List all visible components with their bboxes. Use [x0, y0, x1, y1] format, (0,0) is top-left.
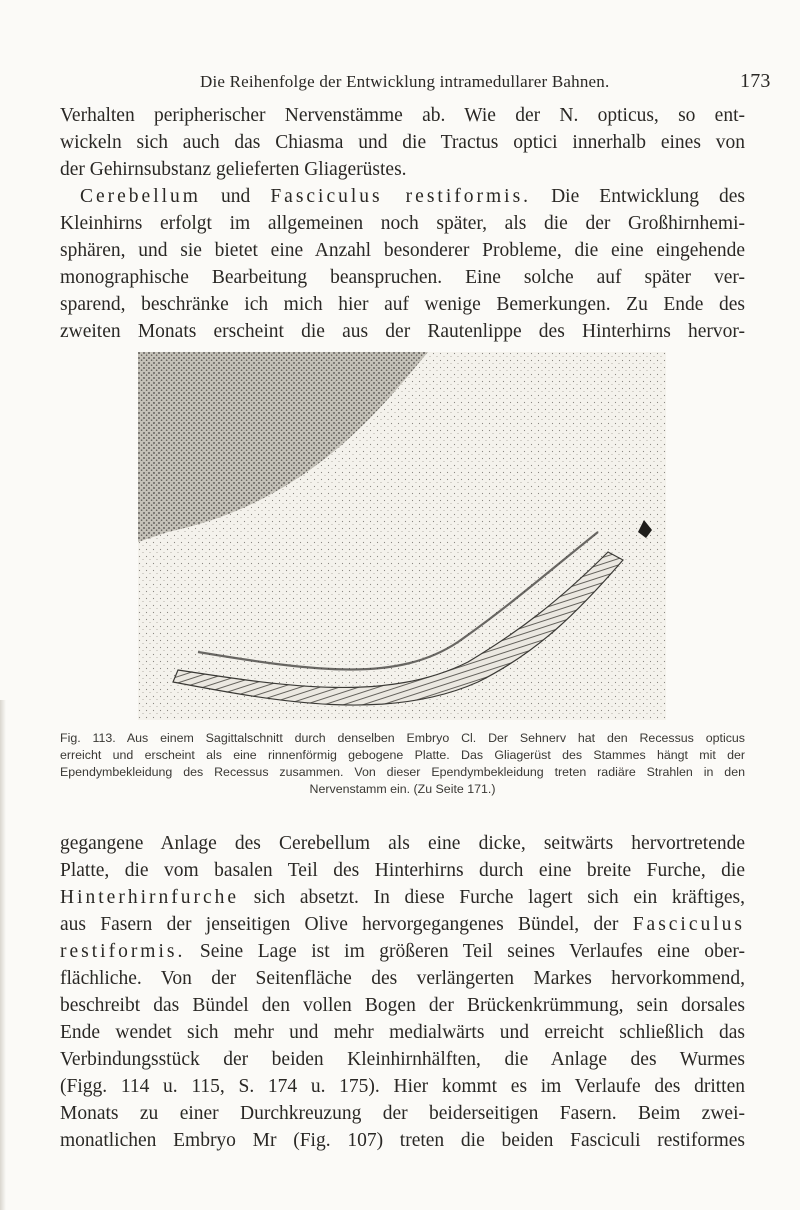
term-fasciculus: Fasciculus — [632, 914, 746, 935]
figure-113-micrograph — [138, 352, 666, 720]
heading-line-rest: Die Entwicklung des — [551, 186, 745, 207]
text-line: flächliche. Von der Seitenfläche des verlängerten Markes hervorkommend, — [60, 968, 745, 989]
text-line: monographische Bearbeitung beanspruchen. Eine solche auf später ver- — [60, 267, 745, 288]
caption-line: Nervenstamm ein. (Zu Seite 171.) — [309, 782, 496, 796]
text-segment: sich absetzt. In diese Furche lagert sich ein kräftiges, — [253, 887, 746, 908]
section-heading-line — [60, 183, 745, 210]
text-line: sparend, beschränke ich mich hier auf wenige Bemerkungen. Zu Ende des — [60, 294, 745, 315]
text-line: Kleinhirns erfolgt im allgemeinen noch später, als die der Großhirnhemi- — [60, 213, 745, 234]
text-line-with-term — [60, 938, 745, 965]
text-line: Monats zu einer Durchkreuzung der beiderseitigen Fasern. Beim zwei- — [60, 1103, 745, 1124]
caption-line: Fig. 113. Aus einem Sagittalschnitt durch denselben Embryo Cl. Der Sehnerv hat den Recessus opticus — [60, 731, 745, 745]
paragraph-1 — [60, 102, 745, 345]
term-restiformis: restiformis. — [60, 941, 186, 962]
text-line: Verhalten peripherischer Nervenstämme ab. Wie der N. opticus, so ent- — [60, 105, 745, 126]
text-line: zweiten Monats erscheint die aus der Rautenlippe des Hinterhirns hervor- — [60, 321, 745, 342]
heading-fasciculus: Fasciculus restiformis. — [270, 186, 532, 207]
text-line: der Gehirnsubstanz gelieferten Gliagerüstes. — [60, 159, 407, 180]
heading-cerebellum: Cerebellum — [80, 186, 201, 207]
running-head — [200, 70, 800, 94]
heading-und: und — [221, 186, 251, 207]
page-number: 173 — [740, 70, 771, 92]
text-segment: aus Fasern der jenseitigen Olive hervorgegangenes Bündel, der — [60, 914, 619, 935]
figure-caption — [60, 730, 745, 798]
text-line: Verbindungsstück der beiden Kleinhirnhälften, die Anlage des Wurmes — [60, 1049, 745, 1070]
term-hinterhirnfurche: Hinterhirnfurche — [60, 887, 240, 908]
text-line-with-term — [60, 884, 745, 911]
text-line: beschreibt das Bündel den vollen Bogen der Brückenkrümmung, sein dorsales — [60, 995, 745, 1016]
text-line: sphären, und sie bietet eine Anzahl besonderer Probleme, die eine eingehende — [60, 240, 745, 261]
text-line: wickeln sich auch das Chiasma und die Tractus optici innerhalb eines von — [60, 132, 745, 153]
text-line-with-term — [60, 911, 745, 938]
text-line: (Figg. 114 u. 115, S. 174 u. 175). Hier kommt es im Verlaufe des dritten — [60, 1076, 745, 1097]
paragraph-2 — [60, 830, 745, 1154]
caption-line: Ependymbekleidung des Recessus zusammen. Von dieser Ependymbekleidung treten radiäre Strahlen in den — [60, 765, 745, 779]
page-edge-shadow — [0, 700, 6, 1210]
text-line: gegangene Anlage des Cerebellum als eine dicke, seitwärts hervortretende — [60, 833, 745, 854]
text-segment: Seine Lage ist im größeren Teil seines Verlaufes eine ober- — [199, 941, 746, 962]
text-line: Ende wendet sich mehr und mehr medialwärts und erreicht schließlich das — [60, 1022, 745, 1043]
sagittal-section-illustration — [138, 352, 666, 720]
text-line: Platte, die vom basalen Teil des Hinterhirns durch eine breite Furche, die — [60, 860, 745, 881]
caption-line: erreicht und erscheint als eine rinnenförmig gebogene Platte. Das Gliagerüst des Stammes hängt mit der — [60, 748, 745, 762]
text-line: monatlichen Embryo Mr (Fig. 107) treten die beiden Fasciculi restiformes — [60, 1130, 745, 1151]
running-title: Die Reihenfolge der Entwicklung intramedullarer Bahnen. — [200, 72, 610, 91]
